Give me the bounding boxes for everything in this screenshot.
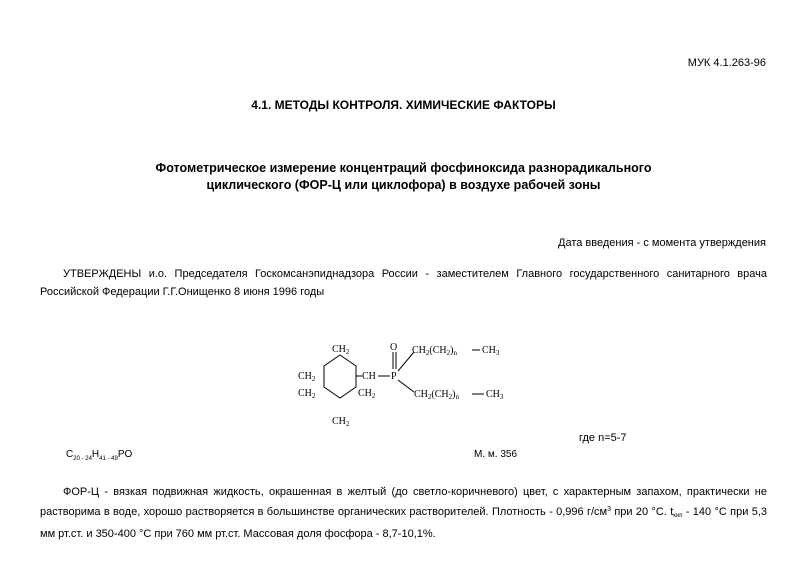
ch-group: CH [362,371,376,382]
ch2-top: $CH_2$ [332,344,350,356]
cyclohexane-ring [324,355,356,398]
bond-p-lower-chain [398,380,414,392]
approval-text: и.о. Председателя Госкомсанэпиднадзора России - заместителем Главного государственного санитарного врача Российской Федерации Г.Г.Онищенко 8 июня 1996 годы [40,268,767,298]
document-title-line-1: Фотометрическое измерение концентраций фосфиноксида разнорадикального [155,161,652,175]
ch2-left: $CH_2$ [298,371,316,383]
approval-keyword: УТВЕРЖДЕНЫ [63,268,142,280]
boiling-point-symbol: tкип [670,506,683,519]
ch2-ring-right: $CH_2$ [358,388,376,400]
upper-ch3: $CH_3$ [482,345,500,357]
lower-chain: $CH_2(CH_2)_n$ [414,389,459,401]
ch2-left-bottom: $CH_2$ [298,388,316,400]
oxygen-atom: O [390,342,398,353]
introduction-date: Дата введения - с момента утверждения [558,237,766,249]
document-code: МУК 4.1.263-96 [687,57,766,69]
document-title [0,160,807,194]
where-n-note: где n=5-7 [579,432,627,444]
phosphorus-atom: P [391,371,397,382]
section-title: 4.1. МЕТОДЫ КОНТРОЛЯ. ХИМИЧЕСКИЕ ФАКТОРЫ [251,98,556,112]
approval-paragraph [40,265,767,301]
brutto-formula: $C_{20 - 24}H_{41 - 49}PO$ [66,449,133,462]
lower-ch3: $CH_3$ [486,389,504,401]
document-title-line-2: циклического (ФОР-Ц или циклофора) в воздухе рабочей зоны [206,178,601,192]
ch2-bottom: $CH_2$ [332,416,350,428]
upper-chain: $CH_2(CH_2)_n$ [412,345,457,357]
structural-formula [292,338,532,430]
molar-mass: М. м. 356 [474,449,518,460]
description-paragraph: ФОР-Ц - вязкая подвижная жидкость, окрашенная в желтый (до светло-коричневого) цвет, с характерным запахом, практически не растворима в воде, хорошо растворяется в большинстве органических растворителей. Плотность - 0,996 $г/см^3$ при 20 °С. tкип - 140 °С при 5,3 мм рт.ст. и 350-400 °С при 760 мм рт.ст. Массовая доля фосфора - 8,7-10,1%. [40,486,768,540]
